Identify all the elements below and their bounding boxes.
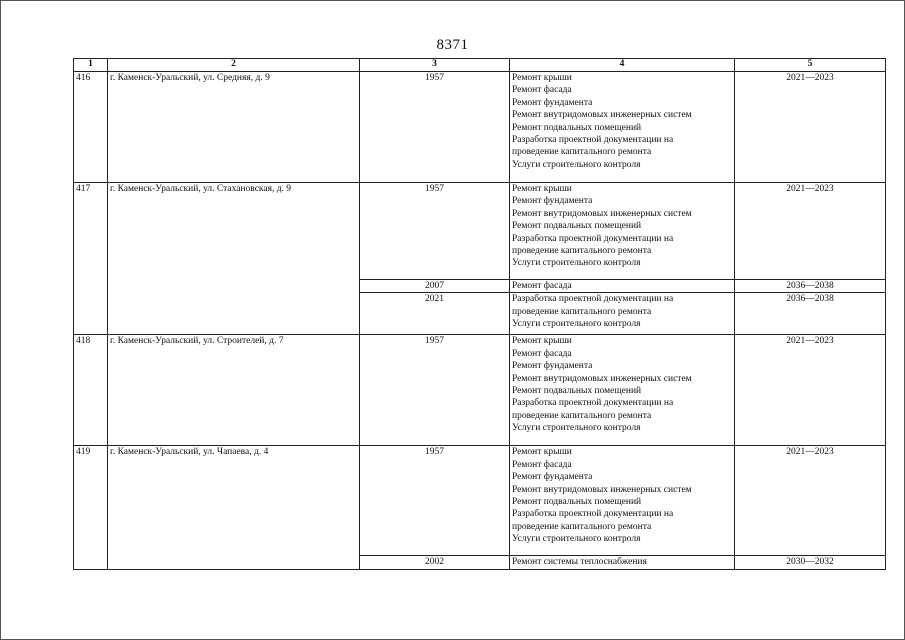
table-row	[74, 72, 886, 183]
work-item: Услуги строительного контроля	[512, 423, 641, 434]
column-header-5: 5	[735, 59, 886, 72]
work-item: Ремонт фасада	[512, 281, 572, 291]
work-item: Ремонт внутридомовых инженерных систем	[512, 208, 692, 219]
work-item: Ремонт фундамента	[512, 472, 593, 483]
work-item: Ремонт подвальных помещений	[512, 386, 642, 397]
year-cell: 2021	[360, 293, 510, 335]
address-cell: г. Каменск-Уральский, ул. Средняя, д. 9	[108, 72, 360, 183]
work-item: Разработка проектной документации на	[512, 398, 674, 409]
row-number-cell: 417	[74, 183, 108, 335]
table-body	[74, 72, 886, 570]
year-cell: 2002	[360, 556, 510, 570]
table-row	[74, 183, 886, 280]
work-item: Ремонт крыши	[512, 73, 572, 83]
year-cell: 1957	[360, 183, 510, 280]
period-cell: 2036—2038	[735, 280, 886, 293]
work-item: Разработка проектной документации на	[512, 233, 674, 244]
work-item: проведение капитального ремонта	[512, 410, 652, 421]
year-cell: 1957	[360, 335, 510, 446]
table-row	[74, 335, 886, 446]
works-cell	[510, 280, 735, 293]
work-item: Ремонт фасада	[512, 85, 572, 96]
work-item: Ремонт фасада	[512, 348, 572, 359]
period-cell: 2036—2038	[735, 293, 886, 335]
work-item: проведение капитального ремонта	[512, 306, 652, 317]
work-item: Ремонт системы теплоснабжения	[512, 557, 647, 568]
page-number: 8371	[436, 37, 469, 53]
work-item: проведение капитального ремонта	[512, 521, 652, 532]
work-item: Услуги строительного контроля	[512, 319, 641, 330]
row-number-cell: 418	[74, 335, 108, 446]
works-cell	[510, 72, 735, 183]
header-row	[74, 59, 886, 72]
work-item: Ремонт фундамента	[512, 196, 593, 207]
work-item: Разработка проектной документации на	[512, 294, 674, 305]
work-item: Разработка проектной документации на	[512, 135, 674, 146]
works-cell	[510, 293, 735, 335]
period-cell: 2021—2023	[735, 183, 886, 280]
column-header-3: 3	[360, 59, 510, 72]
repair-schedule-table	[73, 58, 886, 570]
row-number-cell: 416	[74, 72, 108, 183]
work-item: Ремонт крыши	[512, 447, 572, 458]
period-cell: 2021—2023	[735, 72, 886, 183]
address-cell: г. Каменск-Уральский, ул. Чапаева, д. 4	[108, 446, 360, 570]
works-cell	[510, 183, 735, 280]
work-item: Разработка проектной документации на	[512, 509, 674, 520]
work-item: Ремонт фундамента	[512, 97, 593, 108]
period-cell: 2030—2032	[735, 556, 886, 570]
period-cell: 2021—2023	[735, 446, 886, 556]
work-item: проведение капитального ремонта	[512, 147, 652, 158]
year-cell: 2007	[360, 280, 510, 293]
work-item: проведение капитального ремонта	[512, 246, 652, 257]
work-item: Ремонт крыши	[512, 184, 572, 194]
column-header-4: 4	[510, 59, 735, 72]
work-item: Услуги строительного контроля	[512, 258, 641, 269]
works-cell	[510, 335, 735, 446]
work-item: Ремонт внутридомовых инженерных систем	[512, 484, 692, 495]
work-item: Ремонт внутридомовых инженерных систем	[512, 373, 692, 384]
table-row	[74, 446, 886, 556]
column-header-1: 1	[74, 59, 108, 72]
work-item: Ремонт фасада	[512, 459, 572, 470]
period-cell: 2021—2023	[735, 335, 886, 446]
works-cell	[510, 556, 735, 570]
work-item: Ремонт фундамента	[512, 361, 593, 372]
work-item: Ремонт подвальных помещений	[512, 221, 642, 232]
column-header-2: 2	[108, 59, 360, 72]
works-cell	[510, 446, 735, 556]
row-number-cell: 419	[74, 446, 108, 570]
work-item: Ремонт подвальных помещений	[512, 497, 642, 508]
work-item: Ремонт крыши	[512, 336, 572, 347]
year-cell: 1957	[360, 446, 510, 556]
address-cell: г. Каменск-Уральский, ул. Стахановская, д. 9	[108, 183, 360, 335]
work-item: Услуги строительного контроля	[512, 534, 641, 545]
year-cell: 1957	[360, 72, 510, 183]
work-item: Услуги строительного контроля	[512, 159, 641, 170]
work-item: Ремонт внутридомовых инженерных систем	[512, 110, 692, 121]
work-item: Ремонт подвальных помещений	[512, 122, 642, 133]
address-cell: г. Каменск-Уральский, ул. Строителей, д. 7	[108, 335, 360, 446]
